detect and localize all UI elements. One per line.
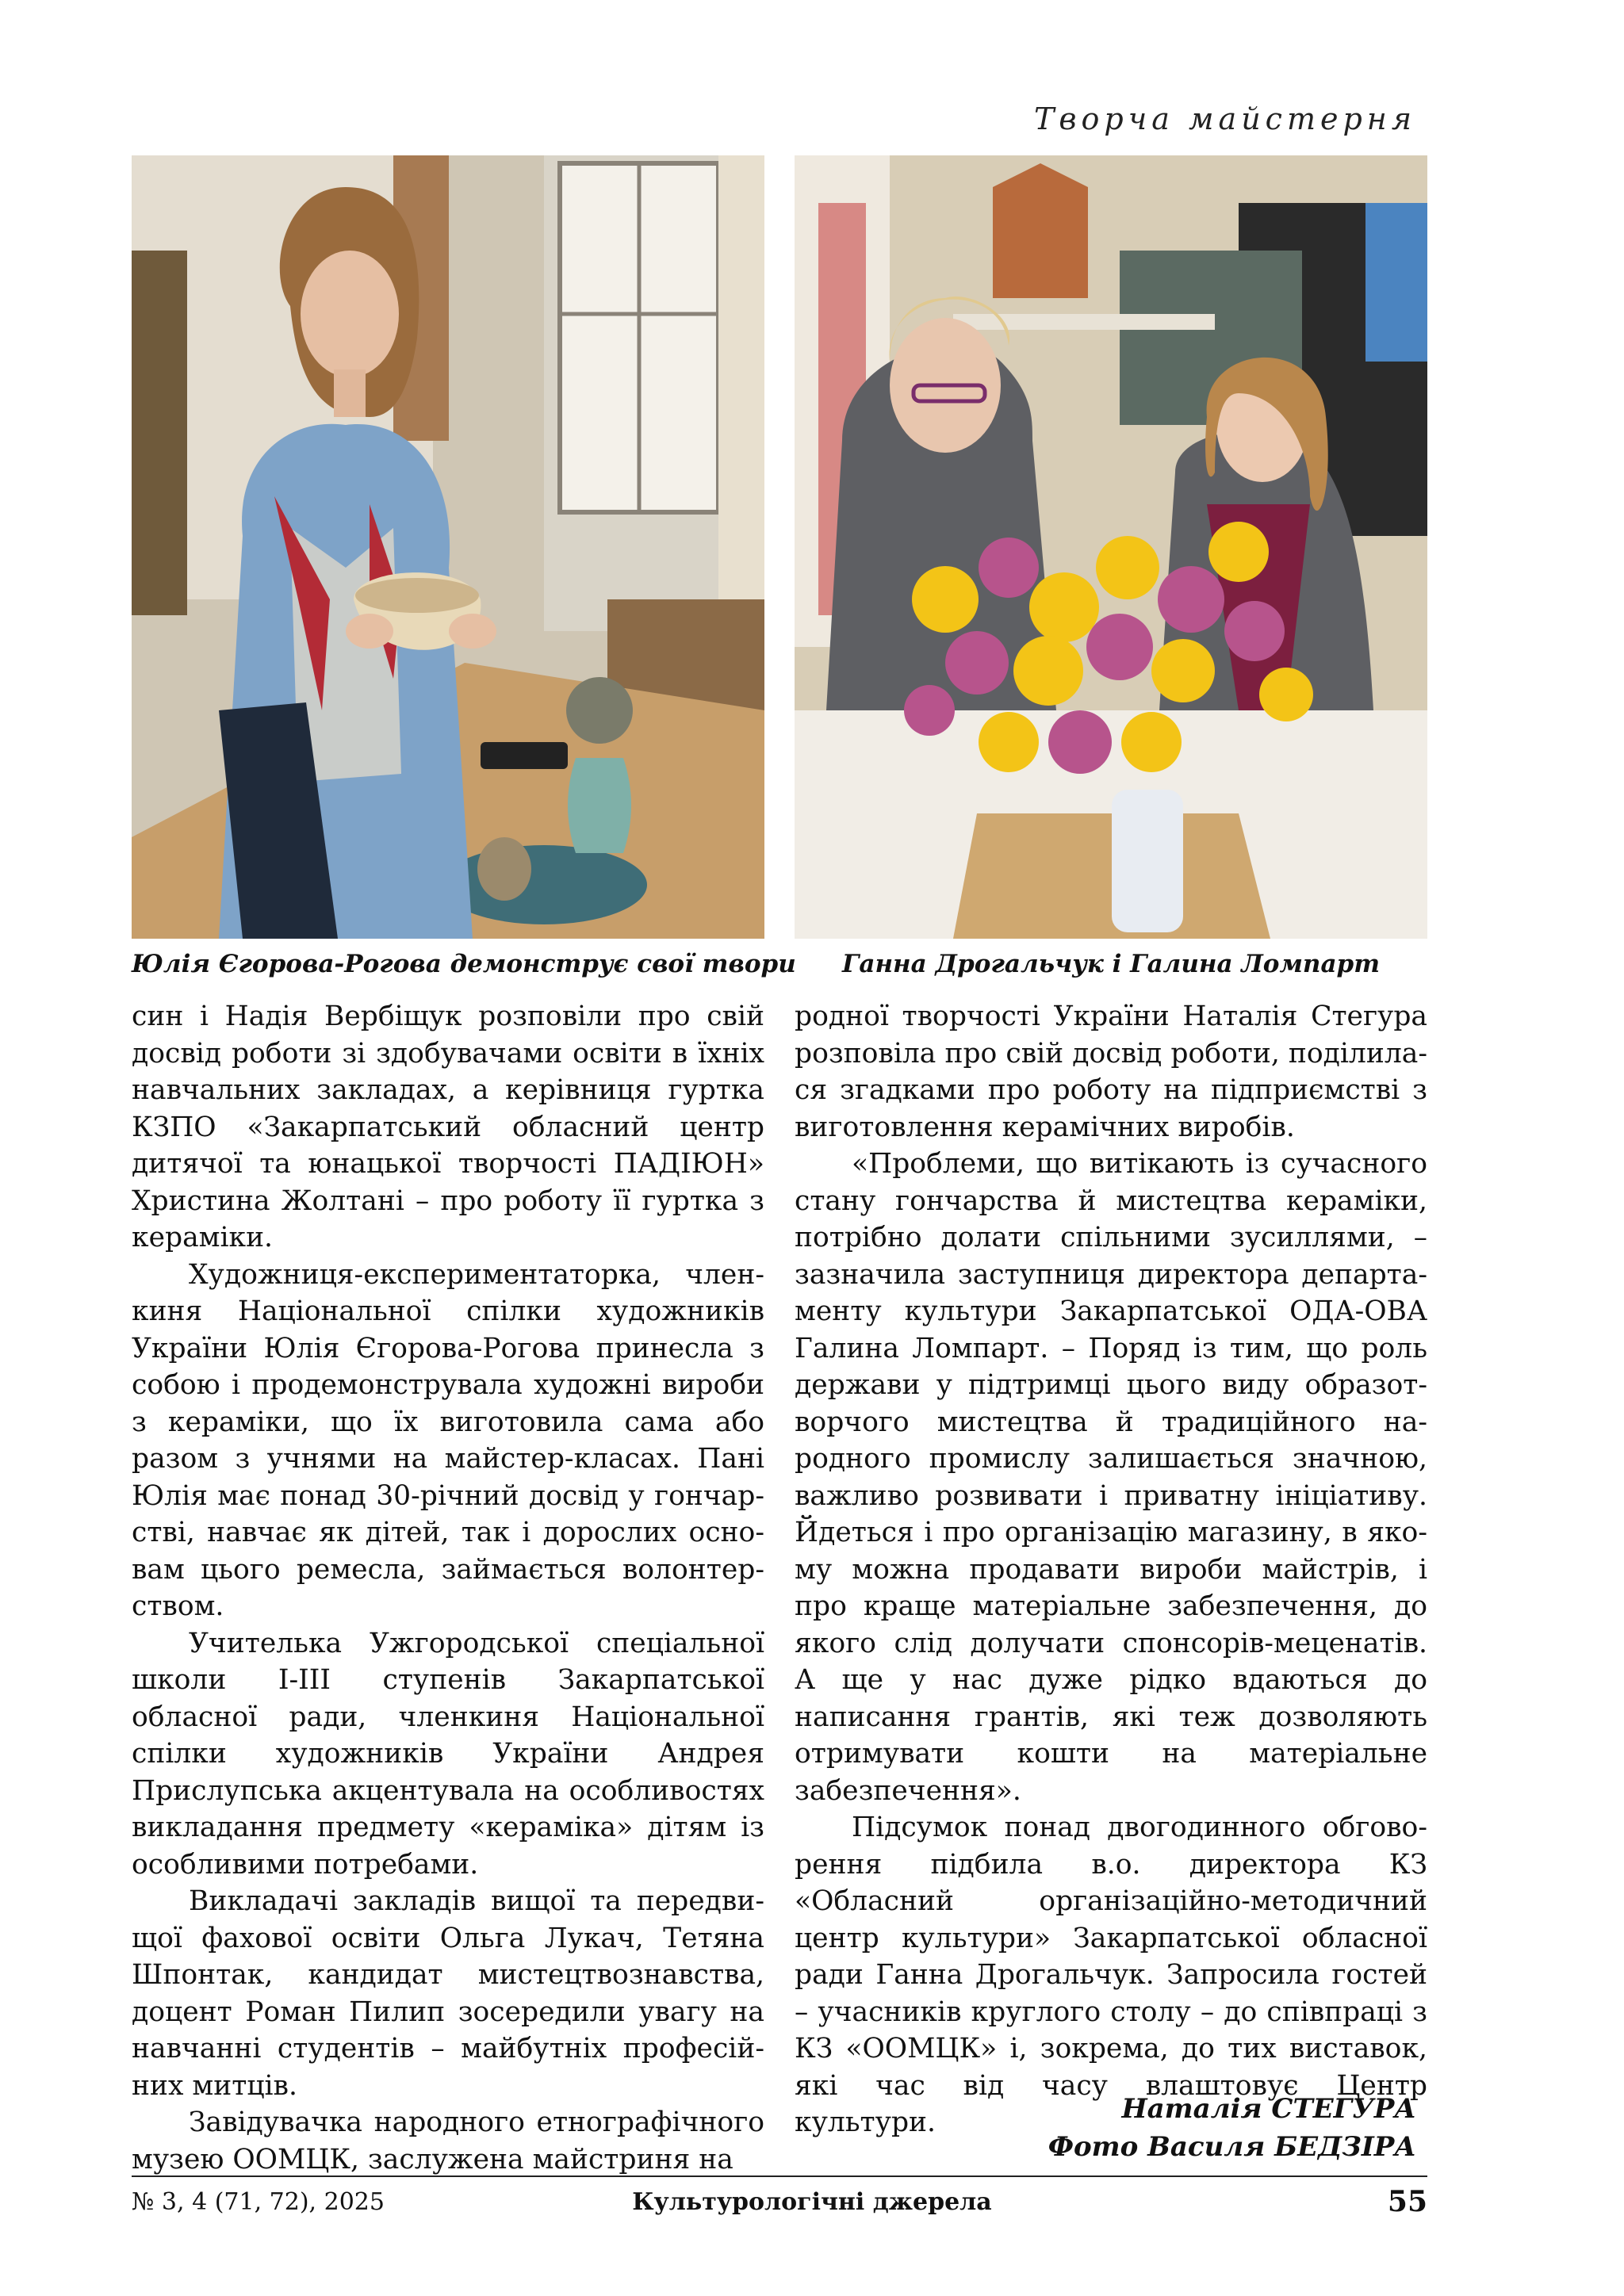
photo-credit: Фото Василя БЕДЗІРА xyxy=(1048,2131,1416,2163)
photo-round-table xyxy=(795,155,1427,939)
paragraph: «Проблеми, що витікають із сучасного стану гончарства й мистецтва кераміки, потрібно долати спільними зусиллями, – зазначила заступниця директора департаменту культури Закарпатської ОДА-ОВА Галина Ломпарт. – Поряд із тим, що роль держави у підтримці цього виду образотворчого мистецтва й традиційного народного промислу залишається значною, важливо розвивати і приватну ініціативу. Йдеться і про організацію магазину, в якому можна продавати вироби майстрів, і про краще матеріальне забезпечення, до якого слід долучати спонсорів-меценатів. А ще у нас дуже рідко вдаються до написання грантів, які теж дозволяють отримувати кошти на матеріальне забезпечення». xyxy=(795,1148,1427,1807)
footer-divider xyxy=(132,2175,1427,2177)
paragraph: Художниця-експериментаторка, членкиня Національної спілки художників України Юлія Єгорова-Рогова принесла з собою і продемонструвала художні вироби з кераміки, що їх виготовила сама або разом з учнями на майстер-класах. Пані Юлія має понад 30-річний досвід у гончарстві, навчає як дітей, так і дорослих основам цього ремесла, займається волонтерством. xyxy=(132,1258,764,1622)
article-column-right xyxy=(795,998,1427,2141)
photo-round-table-illustration xyxy=(795,155,1427,939)
paragraph: Завідувачка народного етнографічного музею ООМЦК, заслужена майстриня на xyxy=(132,2107,764,2175)
photo-ceramic-demo xyxy=(132,155,764,939)
page-number: 55 xyxy=(1387,2185,1427,2218)
paragraph: родної творчості України Наталія Стегура розповіла про свій досвід роботи, поділилася згадками про роботу на підприємстві з виготовлення керамічних виробів. xyxy=(795,1001,1427,1143)
section-title: Творча майстерня xyxy=(1034,101,1416,136)
photo-ceramic-demo-illustration xyxy=(132,155,764,939)
author-name: Наталія СТЕГУРА xyxy=(1121,2093,1416,2125)
footer-issue-number: № 3, 4 (71, 72), 2025 xyxy=(132,2188,385,2216)
article-column-left xyxy=(132,998,764,2178)
paragraph: Викладачі закладів вищої та передвищої фахової освіти Ольга Лукач, Тетяна Шпонтак, кандидат мистецтвознавства, доцент Роман Пилип зосередили увагу на навчанні студентів – майбутніх професійних митців. xyxy=(132,1885,764,2102)
author-signature xyxy=(1048,2090,1416,2166)
photo-caption-left: Юлія Єгорова-Рогова демонструє свої твори xyxy=(132,950,796,978)
footer-journal-title: Культурологічні джерела xyxy=(632,2188,992,2216)
photo-caption-right: Ганна Дрогальчук і Галина Ломпарт xyxy=(841,950,1381,978)
paragraph: Підсумок понад двогодинного обговорення підбила в.о. директора КЗ «Обласний організаційно-методичний центр культури» Закарпатської обласної ради Ганна Дрогальчук. Запросила гостей – учасників круглого столу – до співпраці з КЗ «ООМЦК» і, зокрема, до тих виставок, які час від часу влаштовує Центр культури. xyxy=(795,1812,1427,2138)
paragraph: Учителька Ужгородської спеціальної школи І-ІІІ ступенів Закарпатської обласної ради, членкиня Національної спілки художників України Андрея Прислупська акцентувала на особливостях викладання предмету «кераміка» дітям із особливими потребами. xyxy=(132,1627,764,1881)
paragraph: син і Надія Вербіщук розповіли про свій досвід роботи зі здобувачами освіти в їхніх навчальних закладах, а керівниця гуртка КЗПО «Закарпатський обласний центр дитячої та юнацької творчості ПАДІЮН» Христина Жолтані – про роботу її гуртка з кераміки. xyxy=(132,1001,764,1253)
